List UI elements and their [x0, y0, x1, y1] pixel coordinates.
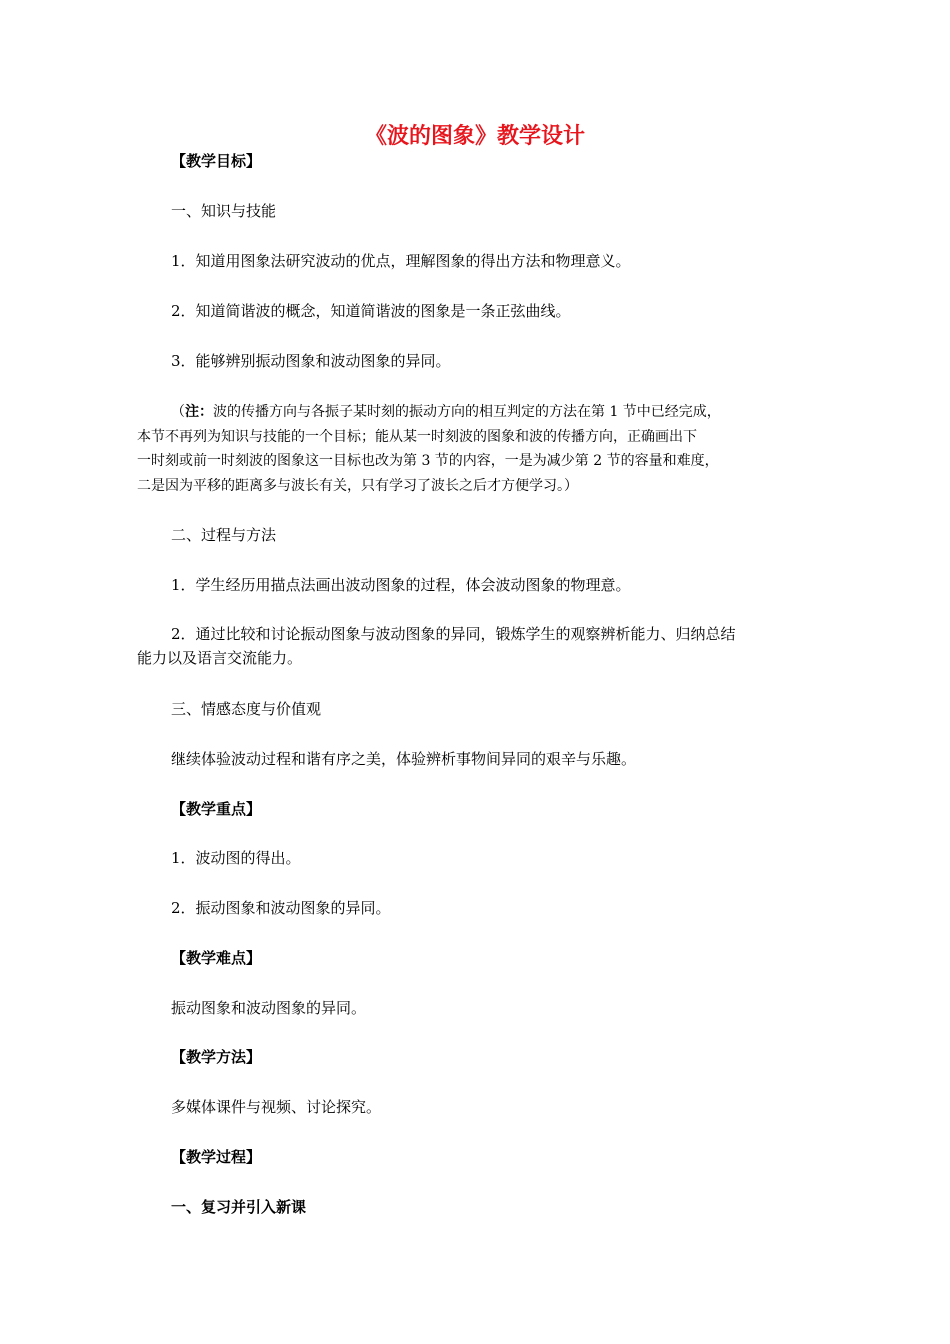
- note-line-2: 本节不再列为知识与技能的一个目标；能从某一时刻波的图象和波的传播方向，正确画出下: [137, 428, 697, 445]
- section-values-heading: 三、情感态度与价值观: [171, 700, 322, 718]
- teaching-method-text: 多媒体课件与视频、讨论探究。: [171, 1098, 382, 1116]
- process-item-1: 1．学生经历用描点法画出波动图象的过程，体会波动图象的物理意。: [171, 576, 631, 594]
- knowledge-item-3: 3．能够辨别振动图象和波动图象的异同。: [171, 352, 451, 370]
- knowledge-item-2: 2．知道简谐波的概念，知道简谐波的图象是一条正弦曲线。: [171, 302, 571, 320]
- note-line-3: 一时刻或前一时刻波的图象这一目标也改为第 3 节的内容，一是为减少第 2 节的容量和难度，: [137, 453, 719, 469]
- document-title: 《波的图象》教学设计: [364, 124, 585, 149]
- difficult-points-heading: 【教学难点】: [171, 949, 262, 967]
- key-point-1: 1．波动图的得出。: [171, 849, 301, 867]
- section-knowledge-heading: 一、知识与技能: [171, 202, 277, 220]
- process-item-2: [137, 622, 817, 670]
- note-label: 注：: [185, 404, 213, 420]
- values-text: 继续体验波动过程和谐有序之美，体验辨析事物间异同的艰辛与乐趣。: [171, 750, 637, 768]
- process-item-2-line-2: 能力以及语言交流能力。: [137, 649, 303, 667]
- key-point-2: 2．振动图象和波动图象的异同。: [171, 899, 391, 917]
- key-points-heading: 【教学重点】: [171, 800, 262, 818]
- note-line-1: 波的传播方向与各振子某时刻的振动方向的相互判定的方法在第 1 节中已经完成，: [213, 404, 721, 420]
- teaching-process-heading: 【教学过程】: [171, 1148, 262, 1166]
- review-intro-heading: 一、复习并引入新课: [171, 1198, 307, 1216]
- teaching-method-heading: 【教学方法】: [171, 1048, 262, 1066]
- goals-heading: 【教学目标】: [171, 152, 262, 170]
- section-process-method-heading: 二、过程与方法: [171, 526, 277, 544]
- knowledge-item-1: 1．知道用图象法研究波动的优点，理解图象的得出方法和物理意义。: [171, 252, 631, 270]
- note-paragraph: [137, 400, 817, 498]
- note-line-4: 二是因为平移的距离多与波长有关，只有学习了波长之后才方便学习。）: [137, 477, 578, 494]
- note-prefix: （: [171, 404, 185, 420]
- difficult-points-text: 振动图象和波动图象的异同。: [171, 999, 367, 1017]
- process-item-2-line-1: 2．通过比较和讨论振动图象与波动图象的异同，锻炼学生的观察辨析能力、归纳总结: [171, 625, 736, 643]
